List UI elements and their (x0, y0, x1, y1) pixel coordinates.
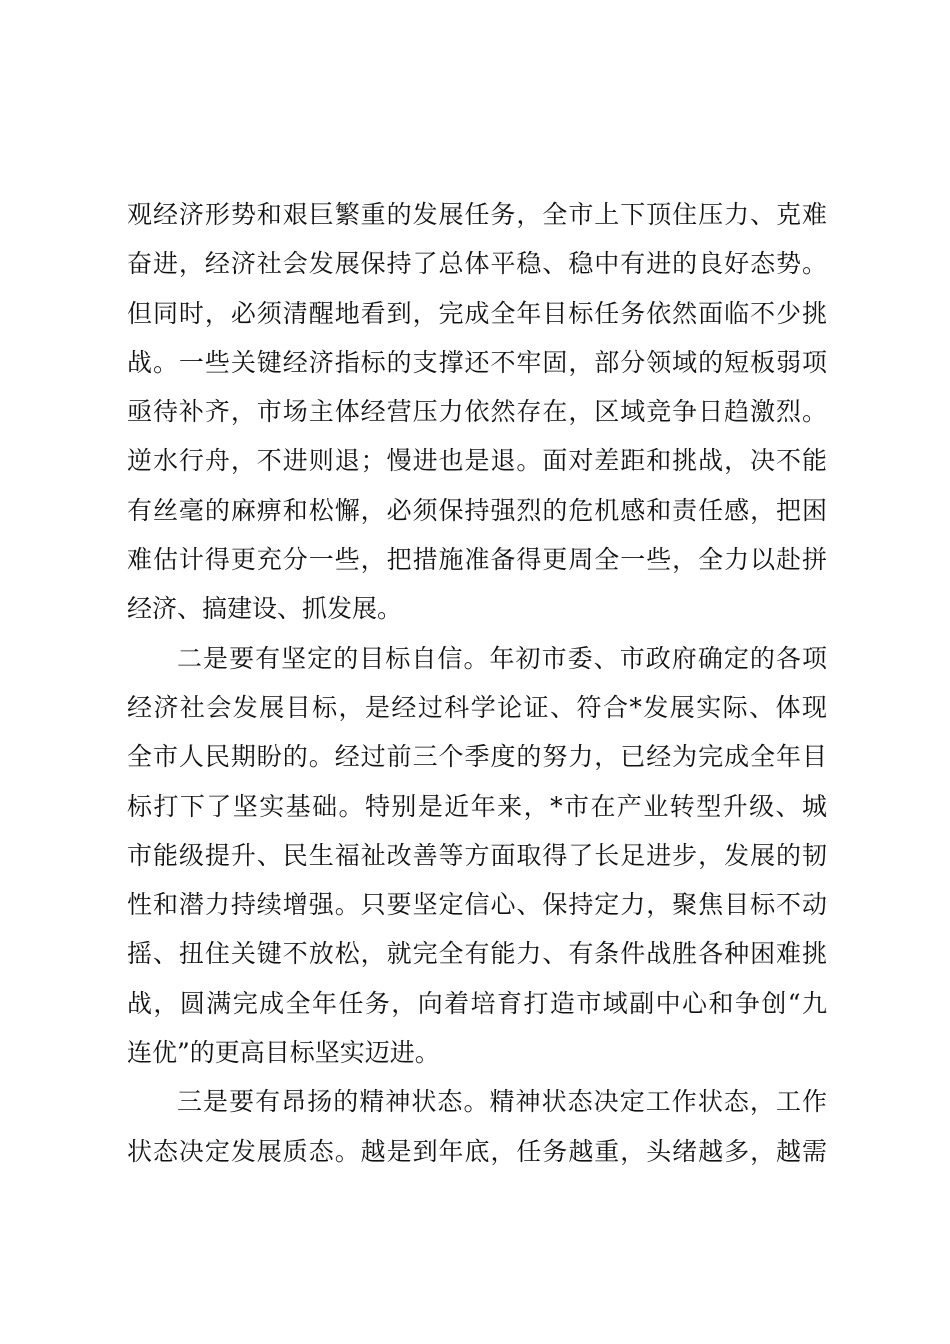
text-line: 状态决定发展质态。越是到年底，任务越重，头绪越多，越需 (127, 1136, 827, 1166)
text-line: 奋进，经济社会发展保持了总体平稳、稳中有进的良好态势。 (127, 249, 827, 279)
text-line: 性和潜力持续增强。只要坚定信心、保持定力，聚焦目标不动 (127, 890, 827, 920)
document-body (127, 190, 827, 1176)
text-line: 有丝毫的麻痹和松懈，必须保持强烈的危机感和责任感，把困 (127, 495, 827, 525)
paragraph-economic-situation (127, 190, 827, 634)
text-line: 战。一些关键经济指标的支撑还不牢固，部分领域的短板弱项 (127, 347, 827, 377)
text-line: 三是要有昂扬的精神状态。精神状态决定工作状态，工作 (177, 1087, 827, 1117)
text-line: 二是要有坚定的目标自信。年初市委、市政府确定的各项 (177, 643, 827, 673)
text-line: 连优”的更高目标坚实迈进。 (127, 1038, 440, 1068)
text-line: 市能级提升、民生福祉改善等方面取得了长足进步，发展的韧 (127, 840, 827, 870)
text-line: 但同时，必须清醒地看到，完成全年目标任务依然面临不少挑 (127, 298, 827, 328)
text-line: 摇、扭住关键不放松，就完全有能力、有条件战胜各种困难挑 (127, 939, 827, 969)
text-line: 经济社会发展目标，是经过科学论证、符合*发展实际、体现 (127, 692, 827, 722)
text-line: 逆水行舟，不进则退；慢进也是退。面对差距和挑战，决不能 (127, 446, 827, 476)
text-line: 全市人民期盼的。经过前三个季度的努力，已经为完成全年目 (127, 742, 827, 772)
text-line: 经济、搞建设、抓发展。 (127, 594, 403, 624)
paragraph-goal-confidence (127, 634, 827, 1078)
text-line: 战，圆满完成全年任务，向着培育打造市域副中心和争创“九 (127, 988, 827, 1018)
paragraph-spirit-state (127, 1077, 827, 1176)
text-line: 标打下了坚实基础。特别是近年来，*市在产业转型升级、城 (127, 791, 827, 821)
text-line: 亟待补齐，市场主体经营压力依然存在，区域竞争日趋激烈。 (127, 397, 827, 427)
text-line: 难估计得更充分一些，把措施准备得更周全一些，全力以赴拼 (127, 545, 827, 575)
text-line: 观经济形势和艰巨繁重的发展任务，全市上下顶住压力、克难 (127, 200, 827, 229)
